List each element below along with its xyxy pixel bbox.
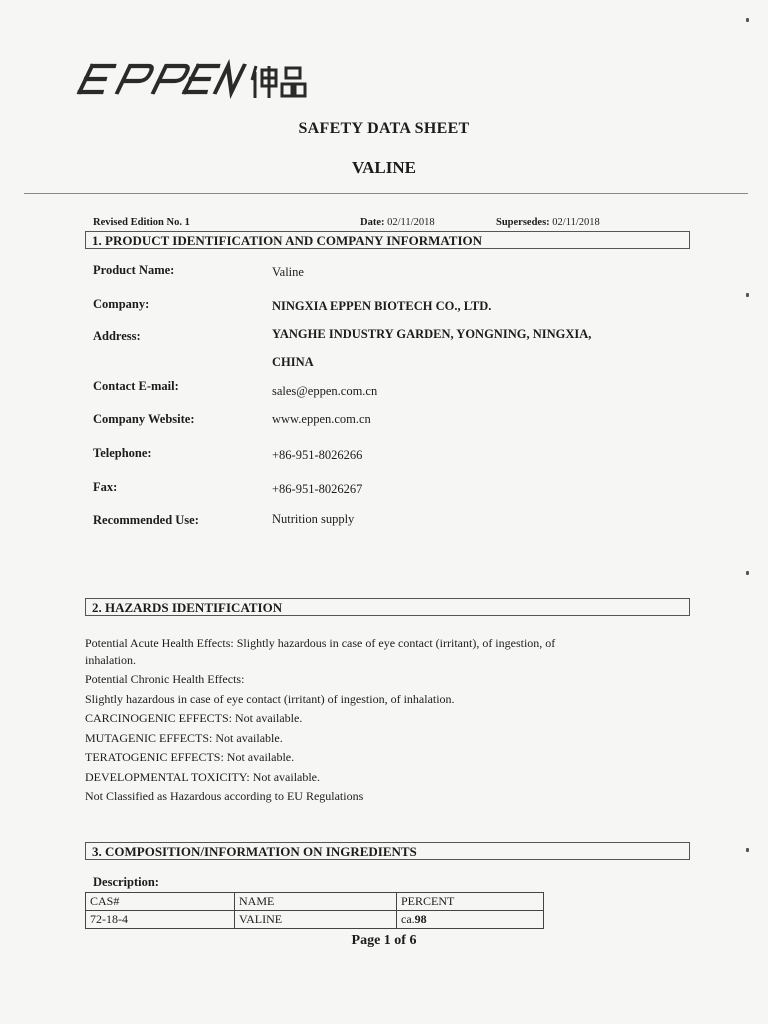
name-cell: VALINE xyxy=(235,911,397,929)
hazards-text xyxy=(85,634,685,807)
hazard-line: inhalation. xyxy=(85,652,136,667)
recommended-use-value: Nutrition supply xyxy=(272,512,355,526)
hazard-line: TERATOGENIC EFFECTS: Not available. xyxy=(85,750,295,764)
supersedes-value: 02/11/2018 xyxy=(552,217,600,228)
section-2-heading: 2. HAZARDS IDENTIFICATION xyxy=(85,598,690,616)
edition-label: Revised Edition No. 1 xyxy=(93,217,190,228)
hazard-line: Not Classified as Hazardous according to EU Regulations xyxy=(85,789,364,803)
cas-cell: 72-18-4 xyxy=(86,911,235,929)
product-title: VALINE xyxy=(352,158,416,177)
telephone-value: +86-951-8026266 xyxy=(272,448,363,462)
table-header-cas: CAS# xyxy=(86,893,235,911)
description-label: Description: xyxy=(93,875,159,889)
scan-speck xyxy=(746,293,749,297)
hazard-line: Potential Acute Health Effects: Slightly hazardous in case of eye contact (irritant), of ingestion, of xyxy=(85,636,556,650)
product-name-value: Valine xyxy=(272,265,304,279)
address-label: Address: xyxy=(93,329,141,343)
document-title: SAFETY DATA SHEET xyxy=(298,120,470,137)
address-value-line1: YANGHE INDUSTRY GARDEN, YONGNING, NINGXIA, xyxy=(272,327,592,341)
table-header-name: NAME xyxy=(235,893,397,911)
section-1-heading: 1. PRODUCT IDENTIFICATION AND COMPANY INFORMATION xyxy=(85,231,690,249)
website-value: www.eppen.com.cn xyxy=(272,412,371,426)
hazard-line: DEVELOPMENTAL TOXICITY: Not available. xyxy=(85,769,321,784)
table-row xyxy=(86,911,544,929)
website-label: Company Website: xyxy=(93,412,195,426)
hazard-line: MUTAGENIC EFFECTS: Not available. xyxy=(85,730,283,745)
date-field xyxy=(360,217,435,228)
recommended-use-label: Recommended Use: xyxy=(93,513,199,527)
scan-speck xyxy=(746,18,749,22)
email-value: sales@eppen.com.cn xyxy=(272,384,378,398)
address-value-line2: CHINA xyxy=(272,355,314,369)
fax-value: +86-951-8026267 xyxy=(272,482,363,496)
date-value: 02/11/2018 xyxy=(387,217,435,228)
telephone-label: Telephone: xyxy=(93,446,152,460)
eppen-logo xyxy=(72,58,312,102)
email-label: Contact E-mail: xyxy=(93,379,179,393)
table-header-row xyxy=(86,893,544,911)
supersedes-field xyxy=(496,217,600,228)
supersedes-label: Supersedes: xyxy=(496,217,550,228)
percent-cell: ca.98 xyxy=(397,911,544,929)
hazard-line: Potential Chronic Health Effects: xyxy=(85,672,245,686)
company-value: NINGXIA EPPEN BIOTECH CO., LTD. xyxy=(272,299,492,313)
table-header-percent: PERCENT xyxy=(397,893,544,911)
composition-table xyxy=(85,892,544,929)
page-number: Page 1 of 6 xyxy=(351,933,417,948)
product-name-label: Product Name: xyxy=(93,263,175,277)
scan-speck xyxy=(746,848,749,852)
hazard-line: CARCINOGENIC EFFECTS: Not available. xyxy=(85,711,303,725)
header-divider xyxy=(24,193,748,194)
section-3-heading: 3. COMPOSITION/INFORMATION ON INGREDIENTS xyxy=(85,842,690,860)
scan-speck xyxy=(746,571,749,575)
company-label: Company: xyxy=(93,297,150,311)
hazard-line: Slightly hazardous in case of eye contact (irritant) of ingestion, of inhalation. xyxy=(85,691,455,706)
fax-label: Fax: xyxy=(93,480,118,494)
date-label: Date: xyxy=(360,217,385,228)
